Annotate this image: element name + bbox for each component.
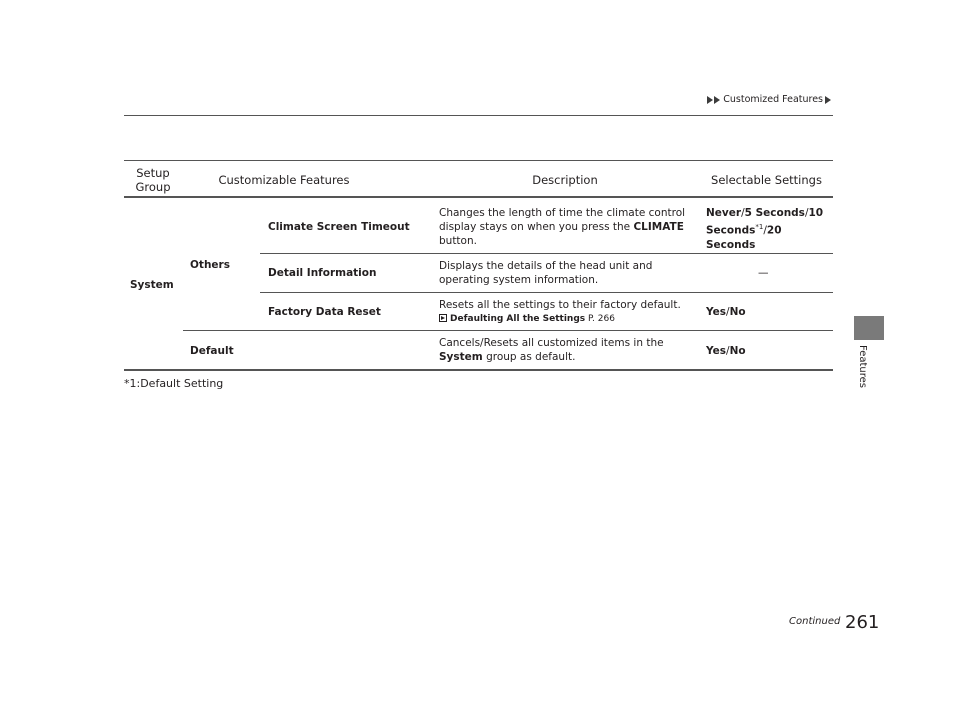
header-description: Description [532,173,598,187]
header-rule [124,115,833,116]
group-system: System [130,279,174,291]
breadcrumb-label: Customized Features [723,94,823,105]
footnote: *1:Default Setting [124,377,224,390]
continued-label: Continued [789,616,841,627]
header-customizable-features: Customizable Features [218,173,350,187]
table-header-rule [124,196,833,198]
row-divider [183,330,833,331]
triangle-right-icon [825,96,831,104]
header-setup-group: Setup Group [135,166,171,194]
settings-factory-data-reset: Yes/No [706,306,746,318]
description-detail-information: Displays the details of the head unit and operating system information. [439,260,653,286]
header-selectable-settings: Selectable Settings [711,173,822,187]
row-divider [260,253,833,254]
feature-factory-data-reset: Factory Data Reset [268,306,381,318]
feature-climate-screen-timeout: Climate Screen Timeout [268,221,410,233]
settings-detail-information: — [758,267,769,279]
table-top-rule [124,160,833,161]
section-tab-marker [854,316,884,340]
feature-default: Default [190,345,234,357]
subgroup-others: Others [190,259,230,271]
settings-climate-screen-timeout: Never/5 Seconds/10 Seconds$^{*1}$/20 Seconds [706,207,824,251]
description-climate-screen-timeout: Changes the length of time the climate control display stays on when you press the CLIMATE button. [439,207,686,247]
row-divider [260,292,833,293]
cross-reference: Defaulting All the Settings P. 266 [439,313,699,325]
description-factory-data-reset: Resets all the settings to their factory default. Defaulting All the Settings P. 266 [439,298,699,325]
section-tab-label: Features [857,345,868,388]
triangle-right-icon [707,96,713,104]
feature-detail-information: Detail Information [268,267,377,279]
table-bottom-rule [124,369,833,371]
breadcrumb [707,94,832,105]
triangle-right-icon [714,96,720,104]
page-number: 261 [845,612,880,633]
description-default: Cancels/Resets all customized items in the System group as default. [439,337,664,363]
reference-arrow-icon [439,314,447,322]
settings-default: Yes/No [706,345,746,357]
